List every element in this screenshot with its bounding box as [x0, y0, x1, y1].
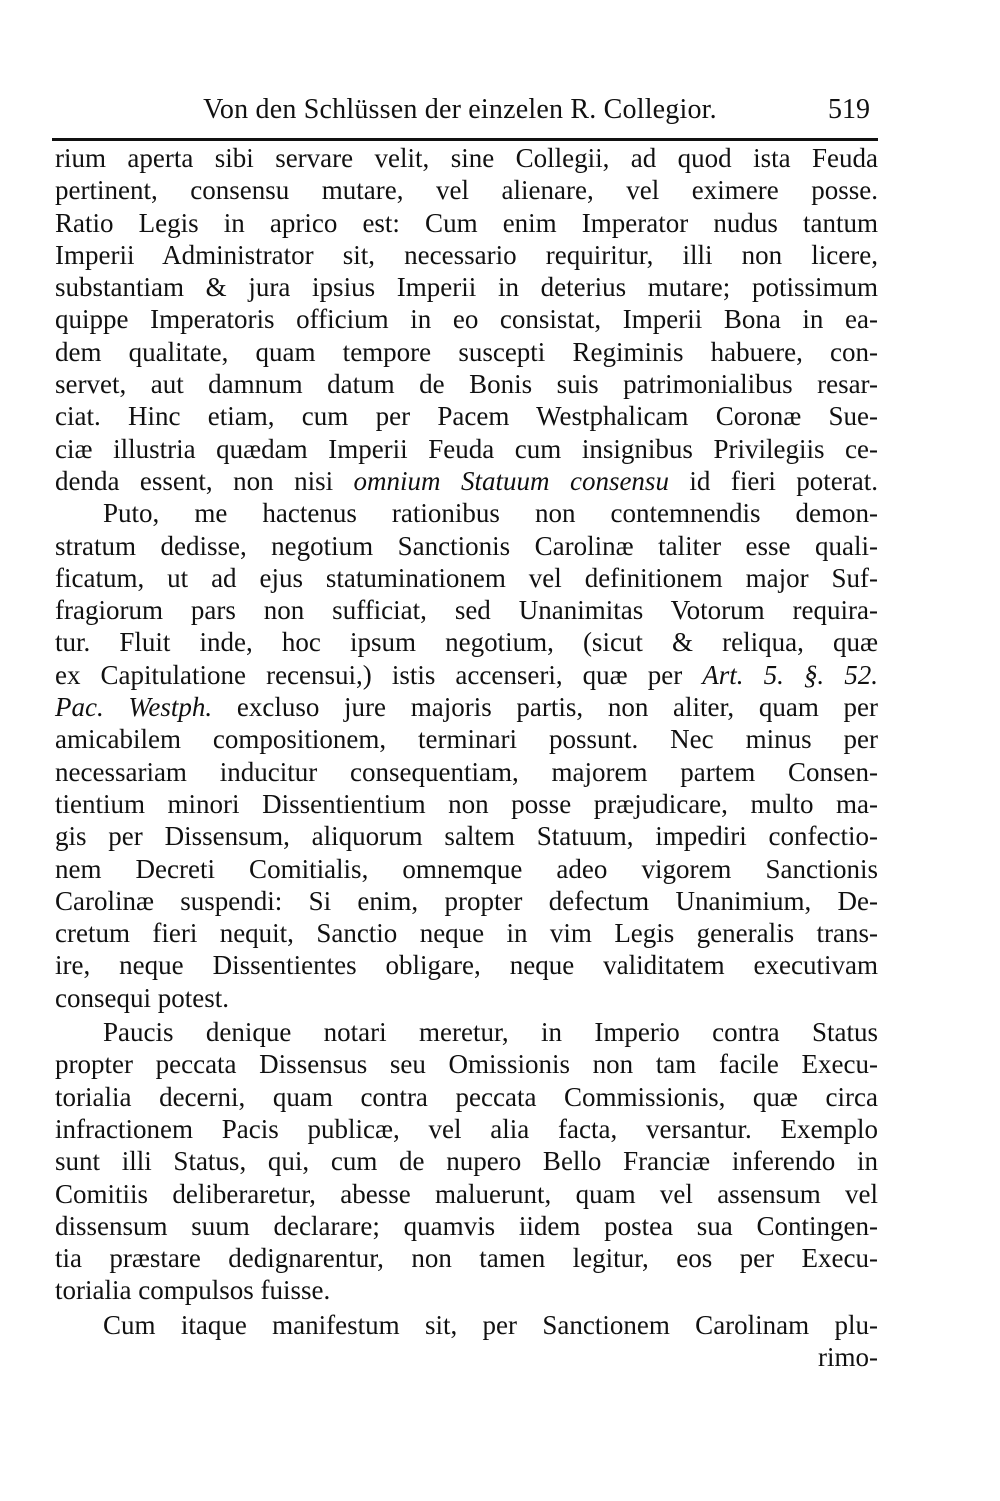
text-segment: denda essent, non nisi	[55, 465, 354, 496]
text-line: Carolinæ suspendi: Si enim, propter defectum Unanimium, De-	[55, 885, 878, 916]
running-title: Von den Schlüssen der einzelen R. Collegior.	[203, 94, 717, 125]
text-line: stratum dedisse, negotium Sanctionis Carolinæ taliter esse quali-	[55, 530, 878, 561]
text-segment: id fieri poterat.	[668, 465, 879, 496]
text-line: amicabilem compositionem, terminari possunt. Nec minus per	[55, 724, 878, 755]
text-line: torialia decerni, quam contra peccata Commissionis, quæ circa	[55, 1081, 878, 1112]
text-line-with-italic	[55, 691, 878, 723]
text-line: nem Decreti Comitialis, omnemque adeo vigorem Sanctionis	[55, 853, 878, 884]
catchword: rimo-	[818, 1341, 878, 1372]
text-line: ciæ illustria quædam Imperii Feuda cum insignibus Privilegiis ce-	[55, 433, 878, 464]
text-line: Puto, me hactenus rationibus non contemnendis demon-	[103, 498, 878, 529]
text-line: Comitiis deliberaretur, abesse maluerunt, quam vel assensum vel	[55, 1178, 878, 1209]
italic-reference: Pac. Westph.	[55, 692, 213, 723]
text-line: rium aperta sibi servare velit, sine Collegii, ad quod ista Feuda	[55, 143, 878, 173]
text-line: tia præstare dedignarentur, non tamen legitur, eos per Execu-	[55, 1243, 878, 1274]
header-rule	[52, 138, 878, 141]
text-line: cretum fieri nequit, Sanctio neque in vim Legis generalis trans-	[55, 918, 878, 949]
text-line: sunt illi Status, qui, cum de nupero Bello Franciæ inferendo in	[55, 1146, 878, 1177]
text-line: consequi potest.	[55, 982, 229, 1013]
text-line: ire, neque Dissentientes obligare, neque validitatem executivam	[55, 950, 878, 981]
body-text	[55, 142, 878, 1373]
text-line: fragiorum pars non sufficiat, sed Unanimitas Votorum requira-	[55, 595, 878, 626]
text-line: Paucis denique notari meretur, in Imperio contra Status	[103, 1017, 878, 1048]
text-line: Cum itaque manifestum sit, per Sanctionem Carolinam plu-	[103, 1309, 878, 1340]
italic-reference: Art. 5. §. 52.	[702, 659, 878, 690]
text-line: substantiam & jura ipsius Imperii in deterius mutare; potissimum	[55, 272, 878, 303]
text-line: Ratio Legis in aprico est: Cum enim Imperator nudus tantum	[55, 207, 878, 238]
text-line: pertinent, consensu mutare, vel alienare, vel eximere posse.	[55, 175, 878, 206]
text-line: torialia compulsos fuisse.	[55, 1275, 331, 1306]
text-line: Imperii Administrator sit, necessario requiritur, illi non licere,	[55, 239, 878, 270]
text-line-with-italic	[55, 465, 878, 497]
text-line: tur. Fluit inde, hoc ipsum negotium, (sicut & reliqua, quæ	[55, 627, 878, 658]
text-line: gis per Dissensum, aliquorum saltem Statuum, impediri confectio-	[55, 821, 878, 852]
text-line: infractionem Pacis publicæ, vel alia facta, versantur. Exemplo	[55, 1113, 878, 1144]
text-line-with-italic	[55, 659, 878, 691]
text-line: ficatum, ut ad ejus statuminationem vel definitionem major Suf-	[55, 562, 878, 593]
text-line: dem qualitate, quam tempore suscepti Regiminis habuere, con-	[55, 336, 878, 367]
text-line: servet, aut damnum datum de Bonis suis patrimonialibus resar-	[55, 369, 878, 400]
text-line: propter peccata Dissensus seu Omissionis non tam facile Execu-	[55, 1049, 878, 1080]
text-line: tientium minori Dissentientium non posse præjudicare, multo ma-	[55, 788, 878, 819]
text-segment: exclusо jure majoris partis, non aliter, quam per	[212, 692, 878, 723]
page-number: 519	[828, 94, 870, 125]
text-line: quippe Imperatoris officium in eo consistat, Imperii Bona in ea-	[55, 304, 878, 335]
text-line: ciat. Hinc etiam, cum per Pacem Westphalicam Coronæ Sue-	[55, 401, 878, 432]
running-head	[140, 94, 880, 134]
text-segment: ex Capitulatione recensui,) istis accenseri, quæ per	[55, 659, 703, 690]
text-line: necessariam inducitur consequentiam, majorem partem Consen-	[55, 756, 878, 787]
italic-phrase: omnium Statuum consensu	[353, 465, 669, 496]
text-line: dissensum suum declarare; quamvis iidem postea sua Contingen-	[55, 1210, 878, 1241]
